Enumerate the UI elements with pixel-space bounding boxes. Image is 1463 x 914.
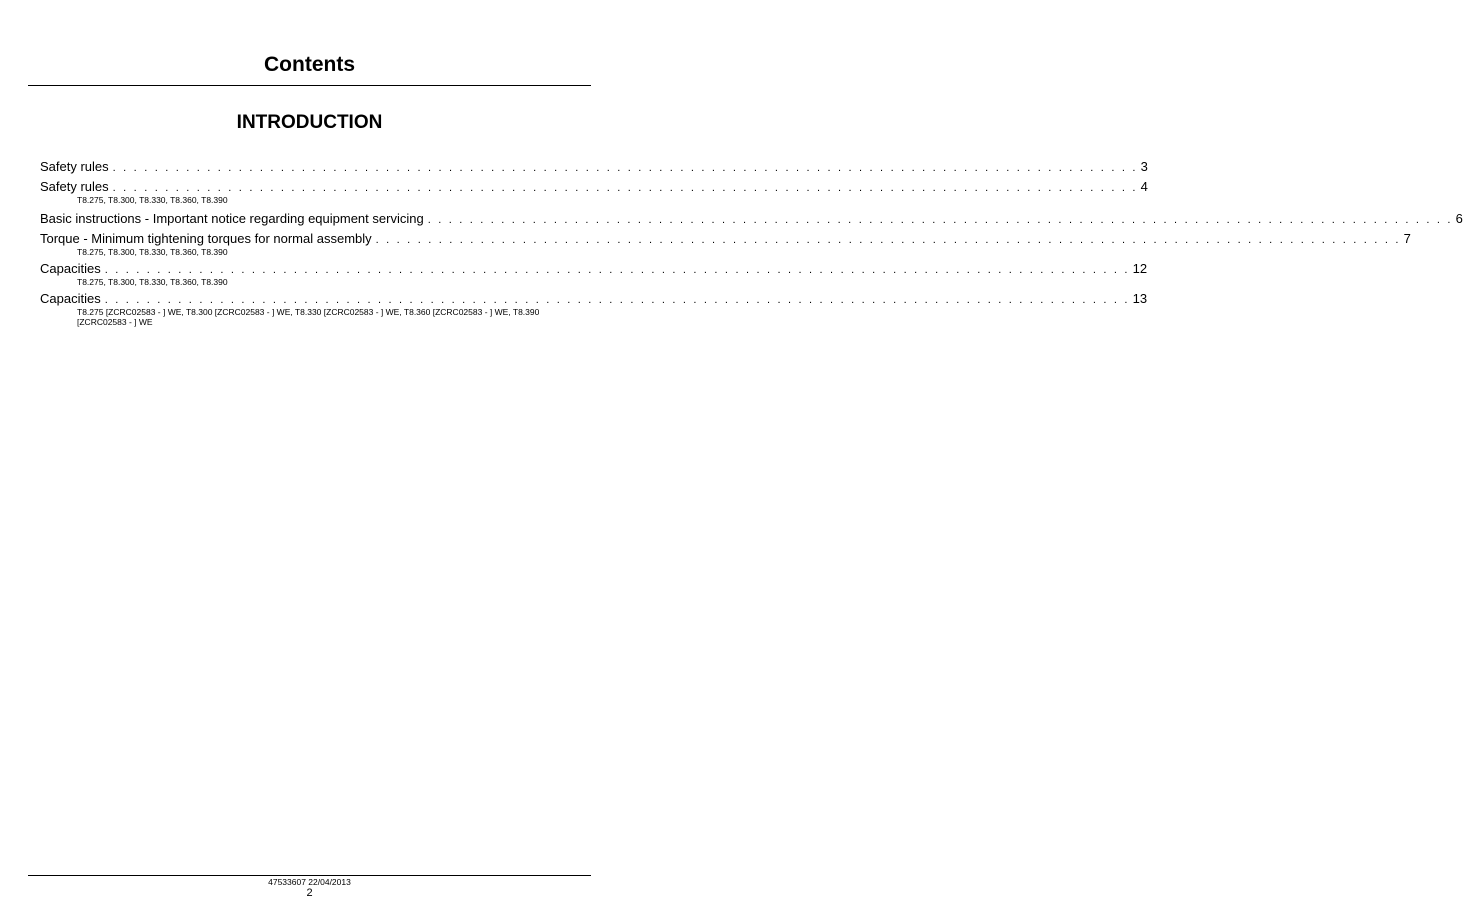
toc-entry-page[interactable]: 12 <box>1132 261 1148 276</box>
page-title: Contents <box>264 53 355 76</box>
document-code: 47533607 22/04/2013 <box>268 877 351 887</box>
dot-leader: . . . . . . . . . . . . . . . . . . . . . . . . . . . . . . . . . . . . . . . . . . . . . . . . . . . . . . . . . . . . . . . . . . . . . . . . . . . . . . . . . . . . . . . . . . . . . . . . . . <box>104 294 1130 306</box>
toc-entry[interactable] <box>40 231 1411 257</box>
section-title: INTRODUCTION <box>236 112 383 133</box>
table-of-contents <box>40 159 1463 327</box>
dot-leader: . . . . . . . . . . . . . . . . . . . . . . . . . . . . . . . . . . . . . . . . . . . . . . . . . . . . . . . . . . . . . . . . . . . . . . . . . . . . . . . . . . . . . . . . . . . . . . . . . . <box>375 234 1401 246</box>
toc-entry-title[interactable]: Torque - Minimum tightening torques for normal assembly <box>40 231 372 246</box>
toc-entry-models: T8.275, T8.300, T8.330, T8.360, T8.390 <box>77 247 228 257</box>
page-number: 2 <box>306 887 313 899</box>
toc-entry[interactable] <box>40 159 1148 175</box>
dot-leader: . . . . . . . . . . . . . . . . . . . . . . . . . . . . . . . . . . . . . . . . . . . . . . . . . . . . . . . . . . . . . . . . . . . . . . . . . . . . . . . . . . . . . . . . . . . . . . . . . . <box>112 182 1138 194</box>
toc-entry-page[interactable]: 13 <box>1132 291 1148 306</box>
dot-leader: . . . . . . . . . . . . . . . . . . . . . . . . . . . . . . . . . . . . . . . . . . . . . . . . . . . . . . . . . . . . . . . . . . . . . . . . . . . . . . . . . . . . . . . . . . . . . . . . . . <box>112 162 1138 174</box>
dot-leader: . . . . . . . . . . . . . . . . . . . . . . . . . . . . . . . . . . . . . . . . . . . . . . . . . . . . . . . . . . . . . . . . . . . . . . . . . . . . . . . . . . . . . . . . . . . . . . . . . . <box>427 214 1453 226</box>
toc-entry-models: T8.275 [ZCRC02583 - ] WE, T8.300 [ZCRC02583 - ] WE, T8.330 [ZCRC02583 - ] WE, T8.360 [ZCRC02583 - ] WE, T8.390 [ZCRC02583 - ] WE <box>77 307 540 327</box>
toc-entry-title[interactable]: Basic instructions - Important notice regarding equipment servicing <box>40 211 424 226</box>
toc-entry[interactable] <box>40 261 1148 287</box>
toc-entry-title[interactable]: Safety rules <box>40 179 109 194</box>
toc-entry[interactable] <box>40 291 1148 327</box>
toc-entry-title[interactable]: Safety rules <box>40 159 109 174</box>
toc-entry-page[interactable]: 6 <box>1455 211 1463 226</box>
toc-entry-page[interactable]: 7 <box>1403 231 1411 246</box>
toc-entry[interactable] <box>40 179 1148 205</box>
dot-leader: . . . . . . . . . . . . . . . . . . . . . . . . . . . . . . . . . . . . . . . . . . . . . . . . . . . . . . . . . . . . . . . . . . . . . . . . . . . . . . . . . . . . . . . . . . . . . . . . . . <box>104 264 1130 276</box>
footer-divider <box>28 875 591 876</box>
toc-entry-title[interactable]: Capacities <box>40 291 101 306</box>
header-divider <box>28 85 591 86</box>
toc-entry-title[interactable]: Capacities <box>40 261 101 276</box>
toc-entry-page[interactable]: 3 <box>1140 159 1148 174</box>
toc-entry-models: T8.275, T8.300, T8.330, T8.360, T8.390 <box>77 277 228 287</box>
toc-entry[interactable] <box>40 211 1463 227</box>
toc-entry-models: T8.275, T8.300, T8.330, T8.360, T8.390 <box>77 195 228 205</box>
toc-entry-page[interactable]: 4 <box>1140 179 1148 194</box>
